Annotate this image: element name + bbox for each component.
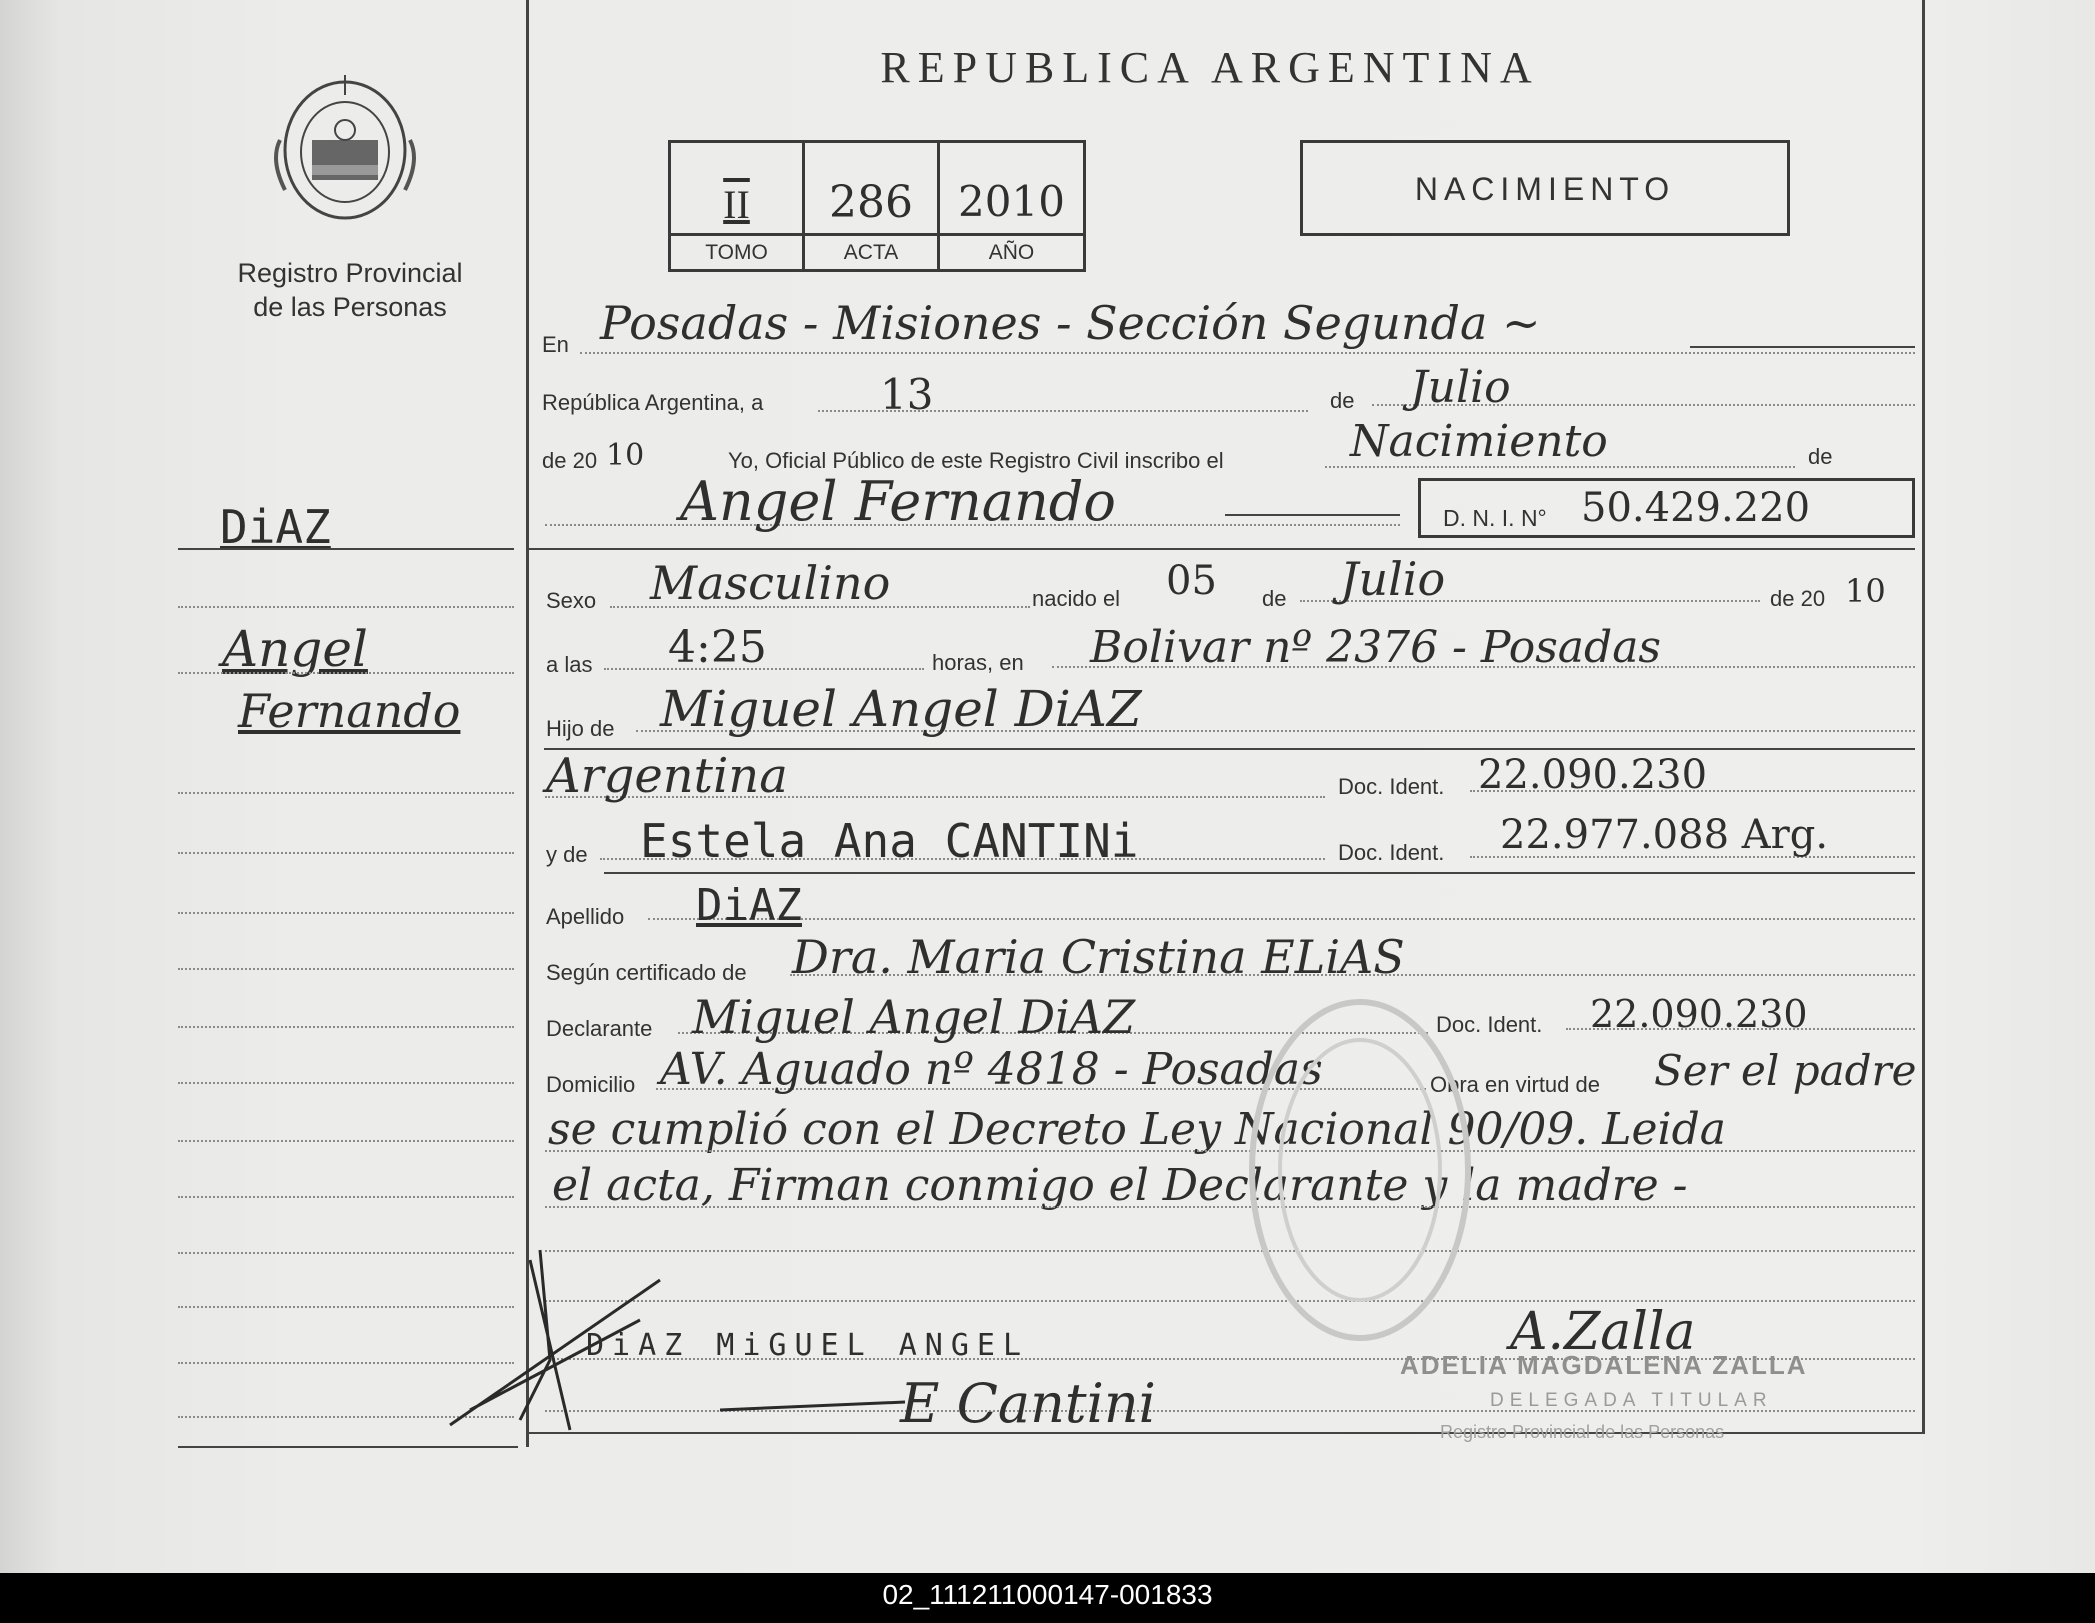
acta-label: ACTA bbox=[843, 241, 899, 264]
field-madre: Estela Ana CANTINi bbox=[640, 814, 1139, 868]
label-sexo: Sexo bbox=[546, 588, 597, 613]
field-nombre: Angel Fernando bbox=[680, 470, 1116, 533]
mother-signature-stroke bbox=[720, 1396, 910, 1416]
field-declarante: Miguel Angel DiAZ bbox=[692, 990, 1136, 1044]
official-stamp-org: Registro Provincial de las Personas bbox=[1440, 1422, 1725, 1442]
image-id: 02_111211000147-001833 bbox=[882, 1579, 1213, 1610]
field-padre: Miguel Angel DiAZ bbox=[660, 680, 1142, 738]
margin-rule bbox=[178, 606, 514, 608]
label-apellido: Apellido bbox=[546, 904, 625, 929]
field-apellido: DiAZ bbox=[696, 880, 802, 931]
field-dni: 50.429.220 bbox=[1581, 485, 1811, 531]
field-sexo: Masculino bbox=[650, 556, 891, 610]
field-declarante-doc: 22.090.230 bbox=[1590, 992, 1808, 1036]
margin-line bbox=[178, 548, 514, 550]
label-obra-virtud: Obra en virtud de bbox=[1430, 1072, 1600, 1097]
official-stamp-role: DELEGADA TITULAR bbox=[1490, 1390, 1773, 1411]
margin-bottom-line bbox=[178, 1446, 518, 1448]
field-tipo: Nacimiento bbox=[1350, 416, 1608, 467]
field-domicilio: AV. Aguado nº 4818 - Posadas bbox=[660, 1044, 1323, 1095]
field-nac-mes: Julio bbox=[1340, 552, 1446, 606]
label-de-mes: de bbox=[1330, 388, 1355, 413]
document-type: NACIMIENTO bbox=[1414, 171, 1676, 207]
margin-rule bbox=[178, 1196, 514, 1198]
registry-name-line2: de las Personas bbox=[253, 292, 447, 322]
anio-value: 2010 bbox=[958, 177, 1065, 226]
margin-rule bbox=[178, 1082, 514, 1084]
margin-given-1: Angel bbox=[222, 620, 368, 678]
field-hora: 4:25 bbox=[668, 622, 767, 673]
margin-rule bbox=[178, 672, 514, 674]
field-nac-anio-sufijo: 10 bbox=[1845, 572, 1886, 610]
rule-obs-4 bbox=[545, 1300, 1915, 1302]
label-de-tipo: de bbox=[1808, 444, 1833, 469]
footer-bar bbox=[0, 1573, 2095, 1623]
field-madre-doc: 22.977.088 Arg. bbox=[1500, 812, 1829, 858]
label-hijo-de: Hijo de bbox=[546, 716, 615, 741]
document-type-box bbox=[1300, 140, 1790, 236]
official-stamp bbox=[1240, 990, 1480, 1350]
field-obra: Ser el padre bbox=[1654, 1046, 1917, 1095]
declarant-printed-name: DiAZ MiGUEL ANGEL bbox=[586, 1328, 1030, 1363]
provincial-seal bbox=[270, 70, 420, 230]
margin-rule bbox=[178, 852, 514, 854]
label-a-las: a las bbox=[546, 652, 593, 677]
label-declarante: Declarante bbox=[546, 1016, 653, 1041]
rule-obs-1 bbox=[545, 1150, 1915, 1152]
label-domicilio: Domicilio bbox=[546, 1072, 636, 1097]
right-border bbox=[1922, 0, 1925, 1432]
rule-lugar-tail bbox=[1690, 346, 1915, 348]
margin-rule bbox=[178, 912, 514, 914]
label-de20: de 20 bbox=[542, 448, 598, 473]
label-y-de: y de bbox=[546, 842, 588, 867]
observation-line-1: se cumplió con el Decreto Ley Nacional 90/09. Leida bbox=[548, 1104, 1727, 1155]
tomo-value: II bbox=[723, 182, 750, 227]
rule-madre-sep bbox=[604, 872, 1915, 874]
acta-value: 286 bbox=[829, 177, 913, 228]
field-padre-doc: 22.090.230 bbox=[1478, 752, 1708, 798]
field-nac-dia: 05 bbox=[1166, 558, 1217, 604]
field-mes: Julio bbox=[1410, 362, 1511, 413]
rule-obs-3 bbox=[545, 1250, 1915, 1252]
label-dni: D. N. I. N° bbox=[1443, 505, 1547, 531]
record-number-box bbox=[668, 140, 1086, 272]
label-horas-en: horas, en bbox=[932, 650, 1024, 675]
margin-rule bbox=[178, 968, 514, 970]
label-yo-oficial: Yo, Oficial Público de este Registro Civil inscribo el bbox=[728, 448, 1224, 473]
official-stamp-name: ADELIA MAGDALENA ZALLA bbox=[1400, 1350, 1808, 1380]
field-padre-nac: Argentina bbox=[546, 748, 788, 804]
field-lugar: Posadas - Misiones - Sección Segunda ~ bbox=[600, 296, 1541, 350]
margin-given-2: Fernando bbox=[238, 684, 461, 738]
label-doc-ident-declarante: Doc. Ident. bbox=[1436, 1012, 1543, 1037]
mother-signature: E Cantini bbox=[900, 1372, 1156, 1435]
margin-rule bbox=[178, 1026, 514, 1028]
anio-label: AÑO bbox=[988, 241, 1035, 264]
field-dia: 13 bbox=[880, 370, 934, 419]
rule-apellido bbox=[648, 918, 1915, 920]
field-lugar-nac: Bolivar nº 2376 - Posadas bbox=[1090, 622, 1662, 673]
field-certificado: Dra. Maria Cristina ELiAS bbox=[792, 930, 1405, 984]
label-de-nac: de bbox=[1262, 586, 1287, 611]
rule-nombre-tail bbox=[1225, 514, 1400, 516]
label-doc-ident-madre: Doc. Ident. bbox=[1338, 840, 1445, 865]
rule-lugar bbox=[580, 352, 1915, 354]
label-nacido-el: nacido el bbox=[1032, 586, 1121, 611]
label-en: En bbox=[542, 332, 569, 357]
observation-line-2: el acta, Firman conmigo el Declarante y la madre - bbox=[552, 1160, 1688, 1211]
country-title: REPUBLICA ARGENTINA bbox=[880, 43, 1540, 92]
label-segun-cert: Según certificado de bbox=[546, 960, 747, 985]
label-republica: República Argentina, a bbox=[542, 390, 764, 415]
registry-name-line1: Registro Provincial bbox=[237, 258, 463, 288]
margin-rule bbox=[178, 1140, 514, 1142]
official-signature: A.Zalla bbox=[1510, 1302, 1696, 1362]
dni-box bbox=[1418, 478, 1915, 538]
label-doc-ident-padre: Doc. Ident. bbox=[1338, 774, 1445, 799]
margin-surname: DiAZ bbox=[220, 500, 331, 554]
section-divider bbox=[528, 548, 1915, 550]
margin-rule bbox=[178, 792, 514, 794]
tomo-label: TOMO bbox=[705, 241, 768, 264]
margin-separator bbox=[526, 0, 529, 1447]
label-de20-nac: de 20 bbox=[1770, 586, 1826, 611]
rule-obs-2 bbox=[545, 1206, 1915, 1208]
field-anio-sufijo: 10 bbox=[606, 438, 645, 473]
